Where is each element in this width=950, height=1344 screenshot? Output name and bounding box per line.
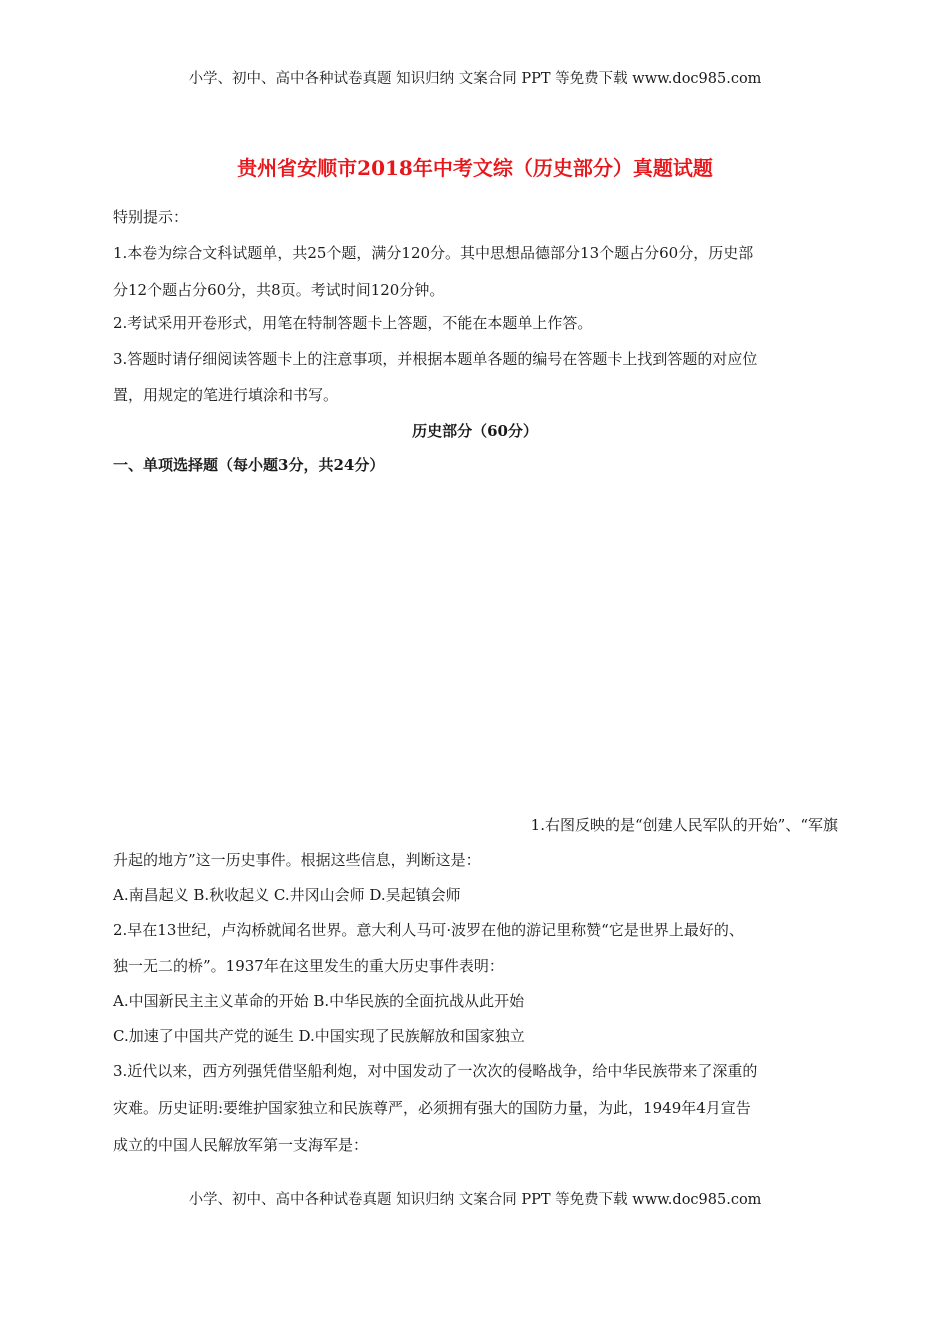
notes-label: 特别提示： (113, 208, 189, 226)
note-line: 2.考试采用开卷形式，用笔在特制答题卡上答题，不能在本题单上作答。 (113, 314, 593, 332)
question-3-line: 3.近代以来，西方列强凭借坚船利炮，对中国发动了一次次的侵略战争，给中华民族带来了深重的 (113, 1062, 758, 1080)
question-3-line: 成立的中国人民解放军第一支海军是： (113, 1136, 369, 1154)
page-header: 小学、初中、高中各种试卷真题 知识归纳 文案合同 PPT 等免费下载 www.doc985.com (188, 71, 762, 87)
page-footer: 小学、初中、高中各种试卷真题 知识归纳 文案合同 PPT 等免费下载 www.doc985.com (188, 1192, 762, 1208)
document-title: 贵州省安顺市2018年中考文综（历史部分）真题试题 (237, 156, 713, 180)
note-line: 置，用规定的笔进行填涂和书写。 (113, 386, 339, 404)
question-2-line: 2.早在13世纪，卢沟桥就闻名世界。意大利人马可·波罗在他的游记里称赞“它是世界上最好的、 (113, 921, 744, 939)
note-line: 1.本卷为综合文科试题单，共25个题，满分120分。其中思想品德部分13个题占分60分，历史部 (113, 244, 754, 262)
question-2-line: 独一无二的桥”。1937年在这里发生的重大历史事件表明： (113, 957, 504, 975)
note-line: 分12个题占分60分，共8页。考试时间120分钟。 (113, 281, 445, 299)
question-3-line: 灾难。历史证明:要维护国家独立和民族尊严，必须拥有强大的国防力量，为此，1949年4月宣告 (113, 1099, 751, 1117)
section-title: 历史部分（60分） (412, 422, 538, 440)
question-1-line: 1.右图反映的是“创建人民军队的开始”、“军旗 (530, 816, 838, 834)
note-line: 3.答题时请仔细阅读答题卡上的注意事项，并根据本题单各题的编号在答题卡上找到答题的对应位 (113, 350, 758, 368)
question-1-options: A.南昌起义 B.秋收起义 C.井冈山会师 D.吴起镇会师 (113, 886, 461, 904)
question-2-options: C.加速了中国共产党的诞生 D.中国实现了民族解放和国家独立 (113, 1027, 525, 1045)
part-title: 一、单项选择题（每小题3分，共24分） (113, 456, 385, 474)
question-2-options: A.中国新民主主义革命的开始 B.中华民族的全面抗战从此开始 (113, 992, 525, 1010)
question-1-line: 升起的地方”这一历史事件。根据这些信息，判断这是： (113, 851, 481, 869)
